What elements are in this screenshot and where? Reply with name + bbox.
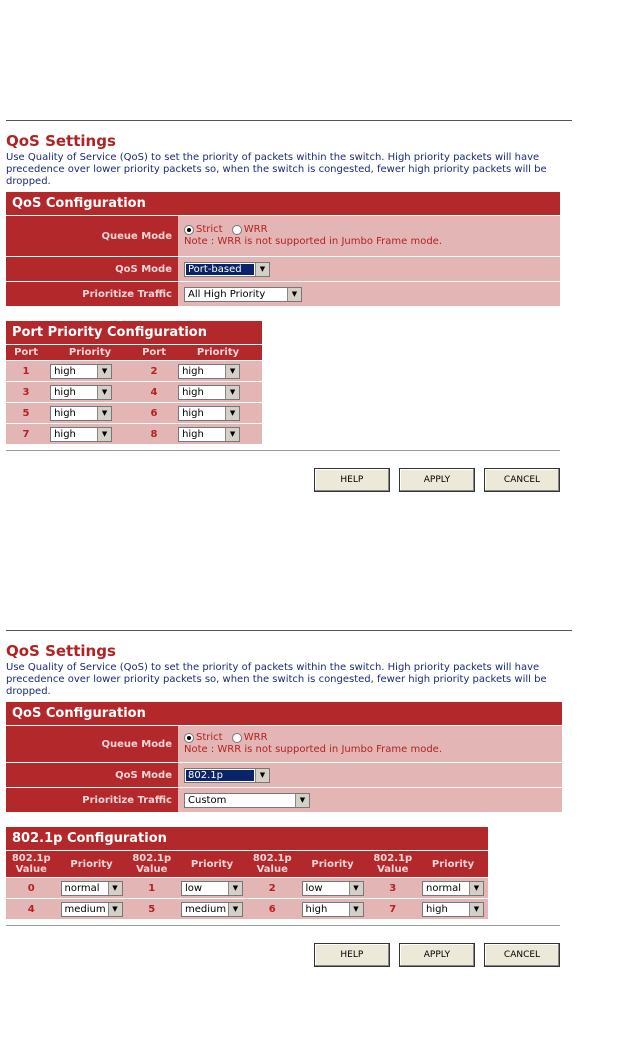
chevron-down-icon: ▼ [225, 407, 239, 420]
col-priority: Priority [298, 851, 368, 877]
chevron-down-icon: ▼ [108, 903, 122, 916]
col-port: Port [134, 345, 174, 360]
qos-configuration-box [6, 702, 562, 813]
chevron-down-icon: ▼ [225, 386, 239, 399]
help-button[interactable]: HELP [314, 468, 390, 492]
8021p-priority-select[interactable]: high ▼ [302, 902, 364, 917]
queue-mode-label: Queue Mode [6, 216, 178, 256]
port-priority-select[interactable]: high ▼ [50, 385, 112, 400]
col-8021p-value: 802.1p Value [247, 851, 298, 877]
wrr-label: WRR [243, 732, 268, 744]
chevron-down-icon: ▼ [108, 882, 122, 895]
8021p-priority-select[interactable]: normal ▼ [422, 881, 484, 896]
qos-panel-8021p [6, 630, 572, 967]
chevron-down-icon: ▼ [97, 428, 111, 441]
qos-mode-select[interactable]: Port-based ▼ [184, 262, 270, 277]
wrr-radio[interactable] [232, 225, 242, 235]
chevron-down-icon: ▼ [295, 794, 309, 807]
apply-button[interactable]: APPLY [399, 468, 475, 492]
table-row: 3 high ▼ 4 high ▼ [6, 382, 262, 402]
chevron-down-icon: ▼ [97, 407, 111, 420]
prioritize-traffic-label: Prioritize Traffic [6, 788, 178, 812]
8021p-priority-select[interactable]: medium ▼ [61, 902, 123, 917]
apply-button[interactable]: APPLY [399, 943, 475, 967]
port-priority-select[interactable]: high ▼ [50, 364, 112, 379]
wrr-note: Note : WRR is not supported in Jumbo Frame mode. [184, 235, 442, 247]
port-priority-select[interactable]: high ▼ [50, 406, 112, 421]
port-priority-select[interactable]: high ▼ [50, 427, 112, 442]
bottom-divider [6, 450, 560, 451]
qos-mode-select[interactable]: 802.1p ▼ [184, 768, 270, 783]
chevron-down-icon: ▼ [225, 365, 239, 378]
8021p-priority-select[interactable]: low ▼ [302, 881, 364, 896]
wrr-label: WRR [243, 224, 268, 236]
cancel-button[interactable]: CANCEL [484, 468, 560, 492]
strict-label: Strict [196, 224, 223, 236]
col-priority: Priority [174, 345, 262, 360]
port-priority-box [6, 321, 262, 445]
8021p-priority-select[interactable]: high ▼ [422, 902, 484, 917]
top-divider [6, 630, 572, 631]
col-8021p-value: 802.1p Value [6, 851, 57, 877]
port-priority-select[interactable]: high ▼ [178, 385, 240, 400]
table-row: 1 high ▼ 2 high ▼ [6, 361, 262, 381]
qos-mode-label: QoS Mode [6, 763, 178, 787]
top-divider [6, 120, 572, 121]
qos-configuration-header: QoS Configuration [6, 192, 560, 215]
strict-radio[interactable] [184, 225, 194, 235]
qos-configuration-box [6, 192, 560, 307]
chevron-down-icon: ▼ [469, 882, 483, 895]
col-priority: Priority [418, 851, 488, 877]
col-8021p-value: 802.1p Value [127, 851, 178, 877]
chevron-down-icon: ▼ [469, 903, 483, 916]
table-row: 7 high ▼ 8 high ▼ [6, 424, 262, 444]
chevron-down-icon: ▼ [228, 903, 242, 916]
8021p-priority-select[interactable]: low ▼ [181, 881, 243, 896]
page-description: Use Quality of Service (QoS) to set the priority of packets within the switch. High priority packets will have precedence over lower priority packets so, when the switch is congested, fewer high priority packets will be dropped. [6, 152, 547, 187]
table-row: 5 high ▼ 6 high ▼ [6, 403, 262, 423]
port-priority-select[interactable]: high ▼ [178, 364, 240, 379]
8021p-priority-select[interactable]: normal ▼ [61, 881, 123, 896]
chevron-down-icon: ▼ [287, 288, 301, 301]
chevron-down-icon: ▼ [255, 263, 269, 276]
col-priority: Priority [177, 851, 247, 877]
col-port: Port [6, 345, 46, 360]
cancel-button[interactable]: CANCEL [484, 943, 560, 967]
qos-configuration-table [6, 725, 562, 813]
col-8021p-value: 802.1p Value [368, 851, 419, 877]
chevron-down-icon: ▼ [97, 386, 111, 399]
port-priority-header: Port Priority Configuration [6, 321, 262, 344]
qos-configuration-header: QoS Configuration [6, 702, 562, 725]
port-priority-table [6, 344, 262, 445]
help-button[interactable]: HELP [314, 943, 390, 967]
prioritize-traffic-select[interactable]: Custom ▼ [184, 793, 310, 808]
strict-radio[interactable] [184, 733, 194, 743]
chevron-down-icon: ▼ [349, 882, 363, 895]
qos-configuration-table [6, 215, 560, 307]
col-priority: Priority [46, 345, 134, 360]
chevron-down-icon: ▼ [228, 882, 242, 895]
chevron-down-icon: ▼ [255, 769, 269, 782]
table-row: 0 normal ▼ 1 low ▼ 2 low ▼ 3 normal ▼ [6, 878, 488, 898]
table-row: 4 medium ▼ 5 medium ▼ 6 high ▼ 7 high ▼ [6, 899, 488, 919]
wrr-note: Note : WRR is not supported in Jumbo Frame mode. [184, 743, 442, 755]
chevron-down-icon: ▼ [97, 365, 111, 378]
chevron-down-icon: ▼ [349, 903, 363, 916]
8021p-config-table [6, 850, 488, 920]
page-description: Use Quality of Service (QoS) to set the priority of packets within the switch. High priority packets will have precedence over lower priority packets so, when the switch is congested, fewer high priority packets will be dropped. [6, 662, 547, 697]
page-title: QoS Settings [6, 642, 116, 660]
strict-label: Strict [196, 732, 223, 744]
qos-panel-port-based [6, 120, 572, 492]
chevron-down-icon: ▼ [225, 428, 239, 441]
button-bar [6, 467, 560, 492]
bottom-divider [6, 925, 560, 926]
wrr-radio[interactable] [232, 733, 242, 743]
queue-mode-label: Queue Mode [6, 726, 178, 762]
8021p-priority-select[interactable]: medium ▼ [181, 902, 243, 917]
8021p-config-box [6, 827, 488, 920]
button-bar [6, 942, 560, 967]
prioritize-traffic-select[interactable]: All High Priority ▼ [184, 287, 302, 302]
port-priority-select[interactable]: high ▼ [178, 406, 240, 421]
port-priority-select[interactable]: high ▼ [178, 427, 240, 442]
page-title: QoS Settings [6, 132, 116, 150]
col-priority: Priority [57, 851, 127, 877]
prioritize-traffic-label: Prioritize Traffic [6, 282, 178, 306]
8021p-config-header: 802.1p Configuration [6, 827, 488, 850]
qos-mode-label: QoS Mode [6, 257, 178, 281]
